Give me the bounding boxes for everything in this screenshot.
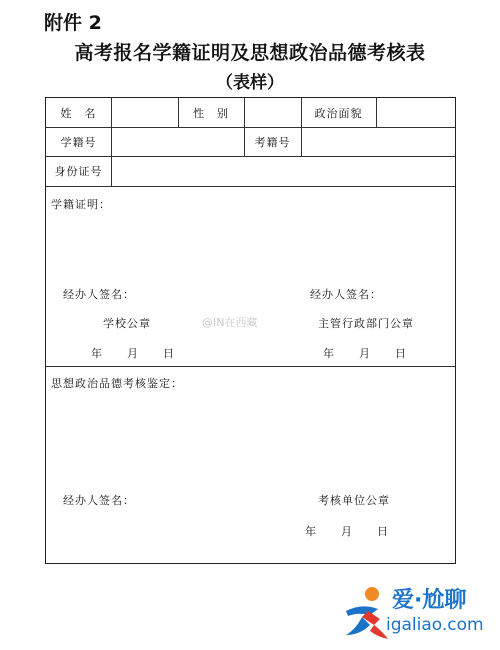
right-date-label: 年 月 日 xyxy=(323,347,407,360)
weibo-watermark: @IN在西藏 xyxy=(202,316,258,329)
exam-id-field[interactable] xyxy=(302,128,455,155)
student-id-label: 学籍号 xyxy=(60,135,97,149)
site-logo xyxy=(340,585,490,645)
name-field[interactable] xyxy=(112,99,177,126)
id-card-field[interactable] xyxy=(112,157,455,185)
moral-assessment-heading: 思想政治品德考核鉴定： xyxy=(51,377,183,390)
school-seal-label: 学校公章 xyxy=(103,317,151,330)
name-label: 姓 名 xyxy=(60,106,97,120)
enrollment-proof-heading: 学籍证明： xyxy=(51,198,111,211)
page-subtitle: （表样） xyxy=(216,73,284,93)
political-label: 政治面貌 xyxy=(314,106,363,120)
gender-field[interactable] xyxy=(245,99,300,126)
logo-url-text: igaliao.com xyxy=(386,615,484,635)
assessor-date-label: 年 月 日 xyxy=(305,525,389,538)
exam-id-label: 考籍号 xyxy=(254,135,291,149)
logo-chinese-text: 爱·尬聊 xyxy=(392,588,467,613)
political-field[interactable] xyxy=(377,99,455,126)
left-date-label: 年 月 日 xyxy=(91,347,175,360)
section-divider xyxy=(46,366,455,367)
assessor-signer-label: 经办人签名： xyxy=(63,494,135,507)
row-divider xyxy=(46,186,455,187)
left-signer-label: 经办人签名： xyxy=(63,288,135,301)
page-title: 高考报名学籍证明及思想政治品德考核表 xyxy=(74,42,426,64)
assessor-seal-label: 考核单位公章 xyxy=(318,494,390,507)
gender-label: 性 别 xyxy=(193,106,229,120)
runner-logo-icon xyxy=(340,585,392,641)
authority-seal-label: 主管行政部门公章 xyxy=(318,317,414,330)
id-card-label: 身份证号 xyxy=(54,165,103,178)
student-id-field[interactable] xyxy=(112,128,243,155)
right-signer-label: 经办人签名： xyxy=(310,288,382,301)
form-table xyxy=(45,97,456,564)
attachment-label: 附件 2 xyxy=(44,12,102,34)
